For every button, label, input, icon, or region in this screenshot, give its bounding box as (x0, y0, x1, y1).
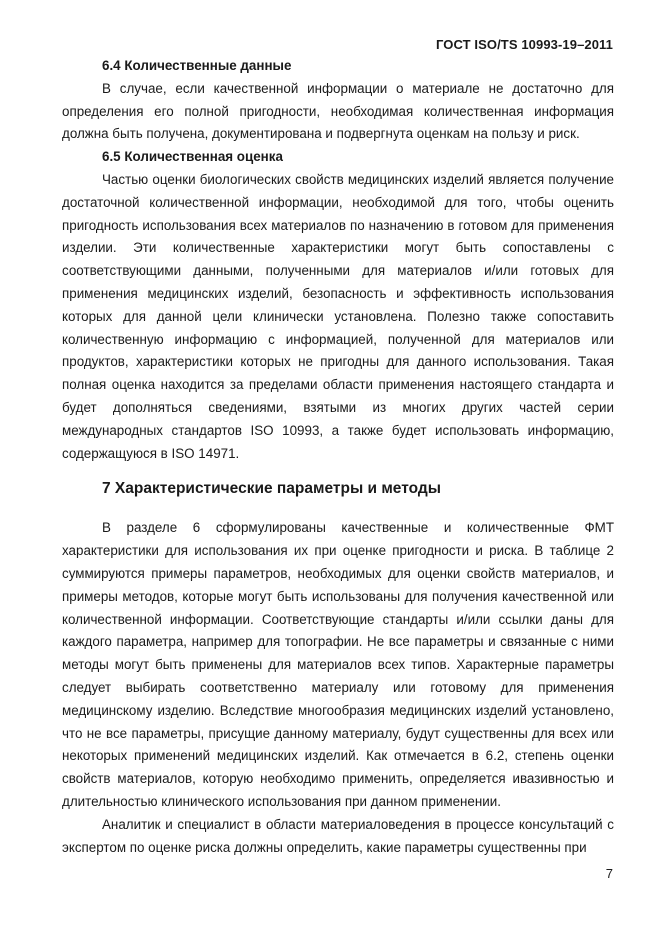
section-6-4-paragraph: В случае, если качественной информации о материале не достаточно для определения его полной пригодности, необходимая количественная информация должна быть получена, документирована и подвергнута оценкам на пользу и риск. (62, 80, 614, 142)
section-6-4-heading: 6.4 Количественные данные (102, 58, 292, 73)
section-6-5-paragraph: Частью оценки биологических свойств медицинских изделий является получение достаточной количественной информации, необходимой для того, чтобы оценить пригодность использования всех материалов по назначению в готовом для применения изделии. Эти количественные характеристики могут быть сопоставлены с соответствующими данными, полученными для материалов и/или готовых для применения медицинских изделий, безопасность и эффективность использования которых для данной цели клинически установлена. Полезно также сопоставить количественную информацию с информацией, полученной для материалов или продуктов, характеристики которых не пригодны для данного использования. Такая полная оценка находится за пределами области применения настоящего стандарта и будет дополняться сведениями, взятыми из многих других частей серии международных стандартов ISO 10993, а также будет использовать информацию, содержащуюся в ISO 14971. (62, 171, 614, 461)
section-7-heading: 7 Характеристические параметры и методы (102, 480, 441, 498)
section-6-5-heading: 6.5 Количественная оценка (102, 149, 283, 165)
page-number: 7 (605, 866, 613, 881)
section-7-paragraph-2: Аналитик и специалист в области материаловедения в процессе консультаций с экспертом по оценке риска должны определить, какие параметры существенны при (62, 816, 614, 855)
document-header-id: ГОСТ ISO/TS 10993-19–2011 (435, 37, 613, 52)
section-7-paragraph-1: В разделе 6 сформулированы качественные и количественные ФМТ характеристики для использования их при оценке пригодности и риска. В таблице 2 суммируются примеры параметров, необходимых для оценки свойств материалов, и примеры методов, которые могут быть использованы для получения качественной или количественной информации. Соответствующие стандарты и/или ссылки даны для каждого параметра, например для топографии. Не все параметры и связанные с ними методы могут быть применены для материалов всех типов. Характерные параметры следует выбирать соответственно материалу или готовому для применения медицинскому изделию. Вследствие многообразия медицинских изделий установлено, что не все параметры, присущие данному материалу, будут существенны для всех или некоторых применений медицинских изделий. Как отмечается в 6.2, степень оценки свойств материалов, которую необходимо применить, определяется ивазивностью и длительностью клинического использования при данном применении. (62, 520, 614, 809)
page-content (62, 55, 614, 859)
